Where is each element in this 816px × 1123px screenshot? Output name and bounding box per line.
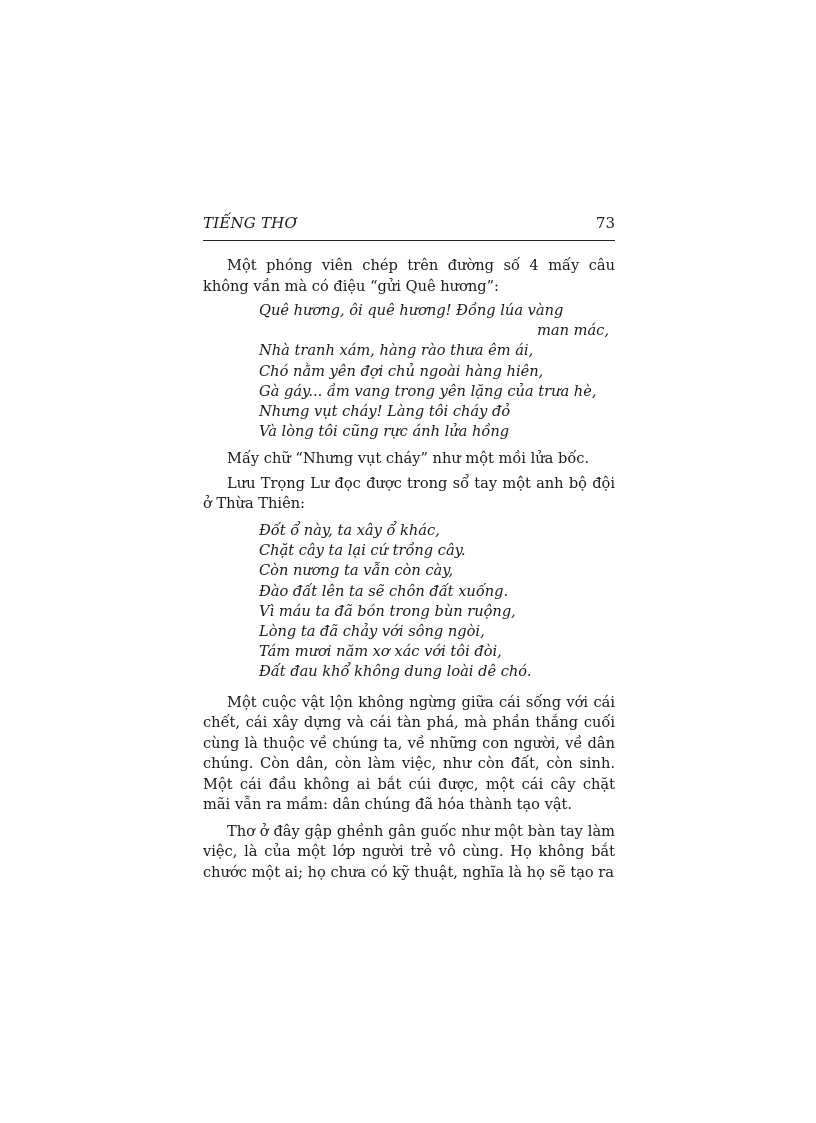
book-page	[203, 214, 615, 883]
poem-line: Chặt cây ta lại cứ trồng cây.	[259, 542, 466, 560]
poem-que-huong	[203, 301, 615, 442]
poem-line: Nhưng vụt cháy! Làng tôi cháy đỏ	[259, 403, 511, 421]
poem-line: Nhà tranh xám, hàng rào thưa êm ái,	[259, 342, 534, 360]
paragraph-body-2: Thơ ở đây gập ghềnh gân guốc như một bàn tay làm việc, là của một lớp người trẻ vô cùng. Họ không bắt chước một ai; họ chưa có kỹ thuật, nghĩa là họ sẽ tạo ra	[203, 822, 615, 881]
poem-line: Đất đau khổ không dung loài dê chó.	[259, 663, 532, 681]
paragraph-body: Một cuộc vật lộn không ngừng giữa cái sống với cái chết, cái xây dựng và cái tàn phá, mà phần thắng cuối cùng là thuộc về chúng ta, về những con người, về dân chúng. Còn dân, còn làm việc, như còn đất, còn sinh. Một cái đầu không ai bắt cúi được, một cái cây chặt mãi vẫn ra mầm: dân chúng đã hóa thành tạo vật.	[203, 693, 615, 814]
poem-line: Đào đất lên ta sẽ chôn đất xuống.	[259, 582, 509, 600]
poem-line-continuation: man mác,	[537, 322, 609, 340]
poem-so-tay	[203, 521, 615, 683]
poem-line: Vì máu ta đã bón trong bùn ruộng,	[259, 602, 516, 620]
poem-line: Đốt ổ này, ta xây ổ khác,	[259, 521, 440, 539]
poem-line: Quê hương, ôi quê hương! Đồng lúa vàng	[259, 302, 564, 319]
poem-line: Chó nằm yên đợi chủ ngoài hàng hiên,	[259, 362, 544, 380]
paragraph-intro-2: Lưu Trọng Lư đọc được trong sổ tay một anh bộ đội ở Thừa Thiên:	[203, 474, 615, 513]
page-number: 73	[595, 214, 615, 232]
chapter-title: TIẾNG THƠ	[203, 214, 297, 232]
poem-line: Và lòng tôi cũng rực ánh lửa hồng	[259, 423, 510, 441]
running-header	[203, 214, 615, 241]
paragraph-comment: Mấy chữ “Nhưng vụt cháy” như một mồi lửa bốc.	[227, 450, 590, 468]
poem-line: Lòng ta đã chảy với sông ngòi,	[259, 622, 485, 640]
poem-line: Tám mươi năm xơ xác với tôi đòi,	[259, 643, 502, 661]
paragraph-intro: Một phóng viên chép trên đường số 4 mấy câu không vần mà có điệu “gửi Quê hương”:	[203, 257, 615, 295]
poem-line: Còn nương ta vẫn còn cày,	[259, 562, 454, 580]
poem-line: Gà gáy... ầm vang trong yên lặng của trưa hè,	[259, 382, 597, 400]
